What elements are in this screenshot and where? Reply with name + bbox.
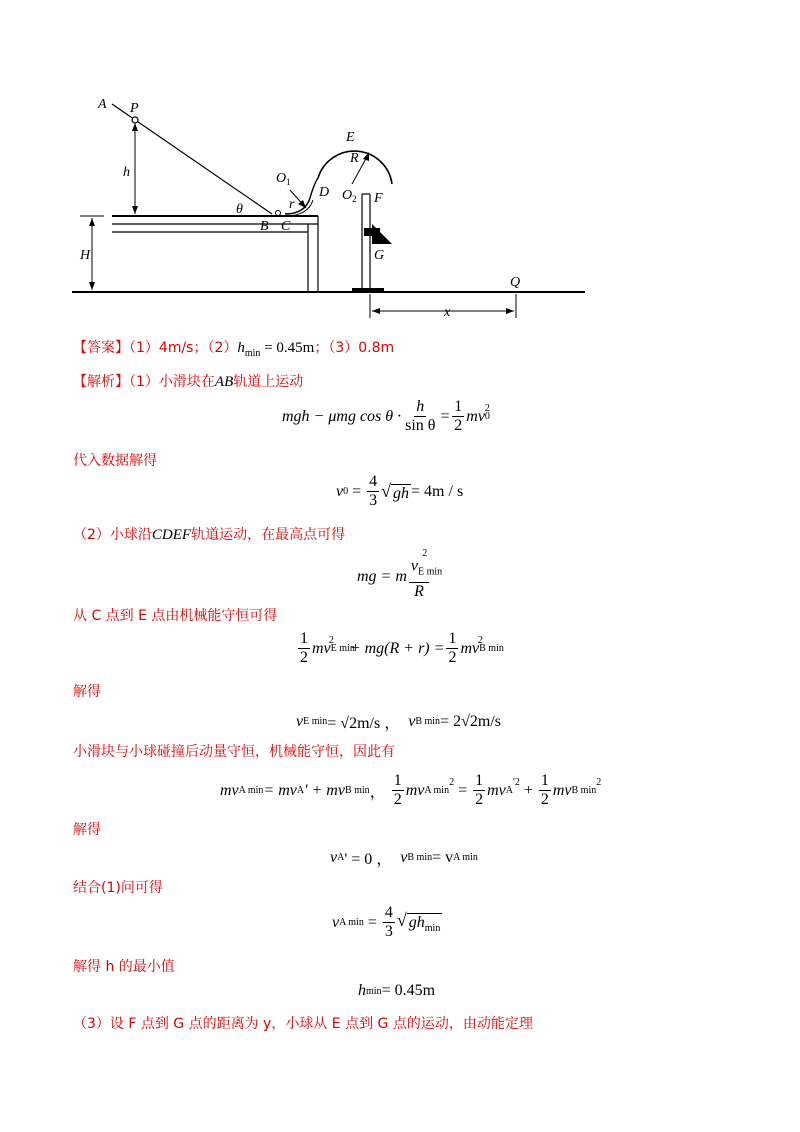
- eq4-mid: + mg(R + r) =: [349, 639, 445, 657]
- eq2-sqrt: √ gh: [381, 480, 410, 502]
- eq4-text: mv: [312, 639, 331, 657]
- analysis-line-1: [73, 372, 303, 392]
- equation-1: mgh − μmg cos θ · $\frac{h}{\text{sin θ}}$ = $\frac{1}{2}$ mv 0 $^2$: [282, 398, 490, 434]
- label-q: Q: [510, 275, 521, 290]
- clamp-g-wedge: [372, 224, 392, 244]
- label-o1: $O_1$: [276, 171, 291, 187]
- eq1-rnum: 1: [454, 398, 463, 415]
- eq7-a: v: [330, 848, 338, 866]
- eq9-text: h: [358, 982, 366, 999]
- eq7-b-val: = v: [432, 848, 454, 866]
- equation-2: v 0 = $\frac{4}{3}$ √ gh = 4m / s: [336, 473, 464, 509]
- eq2-num: 4: [369, 473, 378, 490]
- label-c: C: [281, 219, 291, 234]
- label-h-big: H: [80, 248, 91, 263]
- eq7-b: v: [400, 848, 408, 866]
- eq8-left: v: [332, 913, 340, 931]
- h-arrow-down: [132, 206, 138, 214]
- eq8-rad: gh: [408, 914, 425, 932]
- eq3-den: R: [414, 582, 424, 600]
- label-f: F: [374, 191, 383, 206]
- eq3-frac: [409, 548, 443, 601]
- analysis-line-2: [73, 525, 345, 545]
- label-theta: θ: [236, 202, 243, 217]
- eq6-mid: = mv: [263, 781, 297, 799]
- label-r-big: R: [350, 151, 359, 166]
- analysis-solve-2: 解得: [73, 822, 101, 838]
- eq5-b-val: = 2√2m/s: [440, 712, 501, 730]
- eq1-frac: [403, 398, 437, 435]
- answer-hmin-sub: min: [244, 348, 261, 359]
- analysis-substitute: 代入数据解得: [73, 453, 157, 469]
- eq2-den: 3: [369, 492, 378, 509]
- eq6-a: mv: [220, 781, 239, 799]
- x-arrow-left: [372, 308, 380, 314]
- slider-p: [132, 117, 138, 123]
- analysis-line-6: （3）设 F 点到 G 点的距离为 y，小球从 E 点到 G 点的运动，由动能定理: [73, 1016, 533, 1032]
- eq3-left: mg = m: [357, 567, 407, 585]
- analysis-line-4: 小滑块与小球碰撞后动量守恒，机械能守恒，因此有: [73, 744, 395, 760]
- eq1-rden: 2: [454, 417, 463, 434]
- x-arrow-right: [506, 308, 514, 314]
- eq2-rad: gh: [393, 484, 410, 502]
- label-e: E: [346, 130, 355, 145]
- eq5-a: v: [296, 712, 304, 730]
- analysis-p1-tail: 轨道上运动: [233, 374, 304, 390]
- r-arrow: [298, 200, 306, 208]
- label-h: h: [123, 165, 130, 180]
- equation-7: v A ' = 0 ， v B min = v A min: [330, 846, 478, 869]
- eq1-den: sin θ: [405, 417, 436, 434]
- answer-line: [73, 338, 394, 364]
- physics-diagram: [0, 0, 800, 330]
- analysis-combine: 结合(1)问可得: [73, 880, 163, 896]
- equation-4: $\frac{1}{2}$ mv E min $^2$ + mg(R + r) = $\frac{1}{2}$ mv B min $^2$: [300, 630, 504, 666]
- eq2-frac: [367, 473, 379, 510]
- label-g: G: [374, 248, 385, 263]
- analysis-tag: 【解析】: [73, 374, 129, 390]
- analysis-p1-ab: AB: [214, 374, 234, 390]
- answer-part3: ；（3）0.8m: [314, 340, 395, 356]
- equation-5: v E min = √2m/s ， v B min = 2√2m/s: [296, 710, 501, 733]
- analysis-p2: （2）小球沿: [73, 527, 152, 543]
- h-big-arrow-down: [89, 282, 95, 290]
- eq1-eq: =: [439, 407, 451, 425]
- eq2-right: = 4m / s: [411, 482, 464, 500]
- answer-part1: （1）4m/s；（2）: [129, 340, 238, 356]
- ball-c: [276, 211, 281, 216]
- analysis-p2-cdef: CDEF: [151, 527, 192, 543]
- analysis-line-5: 解得 h 的最小值: [73, 959, 175, 975]
- answer-hmin-val: = 0.45m: [260, 340, 315, 356]
- analysis-solve-1: 解得: [73, 684, 101, 700]
- eq7-a-val: ' = 0 ，: [344, 851, 393, 868]
- label-r: r: [289, 197, 295, 212]
- pole-base: [352, 288, 384, 292]
- equation-9: h min = 0.45m: [358, 982, 436, 999]
- label-x: x: [444, 305, 451, 320]
- equation-8: v A min = $\frac{4}{3}$ √ $gh_{min}$: [332, 904, 441, 940]
- equation-3: [357, 548, 443, 601]
- analysis-p2-tail: 轨道运动，在最高点可得: [191, 527, 346, 543]
- eq2-left: v: [336, 482, 344, 500]
- eq5-a-val: = √2m/s ，: [327, 715, 401, 732]
- analysis-line-3: 从 C 点到 E 点由机械能守恒可得: [73, 608, 278, 624]
- analysis-p1: （1）小滑块在: [129, 374, 215, 390]
- answer-tag: 【答案】: [73, 340, 129, 356]
- eq5-b: v: [408, 712, 416, 730]
- equation-6: mv A min = mv A ' + mv B min ， $\frac{1}{2}$ mv A min $^2$ = $\frac{1}{2}$ mv A $^{'2}$ + $\frac{1}{2}$ mv B min $^2$: [220, 772, 602, 808]
- eq1-rfrac: [452, 398, 464, 435]
- eq1-right: mv: [466, 407, 485, 425]
- h-big-arrow-up: [89, 218, 95, 226]
- label-b: B: [260, 219, 269, 234]
- eq6-mid2: ' + mv: [304, 781, 345, 799]
- label-a: A: [98, 97, 107, 112]
- h-arrow-up: [132, 123, 138, 131]
- eq3-num: $v_{E min}^2$: [409, 553, 429, 583]
- label-d: D: [319, 185, 330, 200]
- answer-hmin-sym: h: [237, 340, 245, 356]
- eq9-val: = 0.45m: [381, 982, 436, 999]
- label-o2: $O_2$: [342, 188, 357, 204]
- eq1-left: mgh − μmg cos θ ·: [282, 407, 402, 425]
- label-p: P: [130, 101, 139, 116]
- eq1-num: h: [416, 398, 425, 415]
